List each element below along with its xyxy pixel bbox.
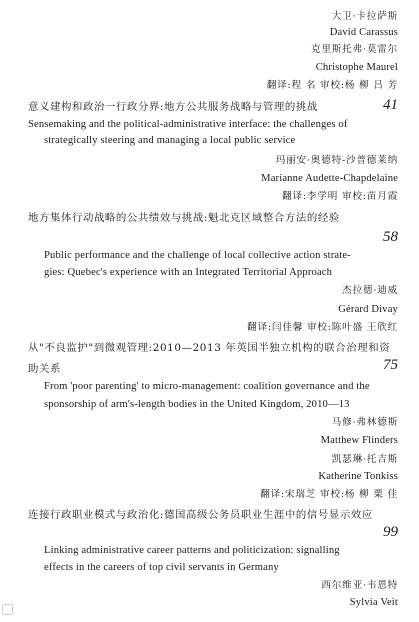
article-title-zh: 连接行政职业模式与政治化:德国高级公务员职业生涯中的信号显示效应	[28, 509, 373, 521]
author-zh: 杰拉德·迪威	[342, 285, 398, 296]
watermark-logo-icon	[2, 604, 13, 615]
author-en: Gérard Divay	[338, 304, 398, 315]
article-title-en: strategically steering and managing a local public service	[44, 135, 296, 146]
author-en: Matthew Flinders	[320, 435, 398, 446]
author-en: Christophe Maurel	[315, 62, 398, 73]
article-title-zh: 意义建构和政治一行政分界:地方公共服务战略与管理的挑战	[28, 101, 318, 113]
translator-credits: 翻译:闫佳馨 审校:陈叶盛 王欣红	[247, 322, 398, 333]
article-title-en: Sensemaking and the political-administrative interface: the challenges of	[28, 119, 348, 130]
author-zh: 马修·弗林德斯	[331, 417, 398, 428]
article-title-en: gies: Quebec's experience with an Integrated Territorial Approach	[44, 267, 333, 278]
article-title-en: sponsorship of arm's-length bodies in the United Kingdom, 2010—13	[44, 399, 350, 410]
article-title-en: From 'poor parenting' to micro-management: coalition governance and the	[44, 381, 370, 392]
author-zh: 大卫·卡拉萨斯	[331, 11, 398, 22]
page-number: 41	[383, 97, 398, 113]
article-title-zh: 助关系	[28, 363, 61, 375]
author-en: Marianne Audette-Chapdelaine	[261, 173, 398, 184]
author-zh: 玛丽安·奥德特-沙普德莱纳	[275, 155, 398, 166]
author-zh: 西尔维亚·韦恩特	[321, 580, 398, 591]
author-en: David Carassus	[329, 27, 398, 38]
article-title-zh: 从"不良监护"到微观管理:2010—2013 年英国半独立机构的联合治理和资	[28, 342, 391, 354]
article-title-en: Linking administrative career patterns and politicization: signalling	[44, 545, 340, 556]
watermark	[2, 604, 15, 615]
author-en: Katherine Tonkiss	[318, 471, 398, 482]
translator-credits: 翻译:李学明 审校:苗月霞	[282, 191, 398, 202]
translator-credits: 翻译:程 名 审校:杨 柳 吕 芳	[266, 80, 398, 91]
author-zh: 克里斯托弗·莫雷尔	[311, 44, 398, 55]
author-en: Sylvia Veit	[349, 597, 398, 608]
translator-credits: 翻译:宋瑞芝 审校:杨 柳 栗 佳	[260, 489, 398, 500]
page-number: 99	[383, 524, 398, 540]
article-title-zh: 地方集体行动战略的公共绩效与挑战:魁北克区域整合方法的经验	[28, 212, 340, 224]
author-zh: 凯瑟琳·托吉斯	[331, 454, 398, 465]
article-title-en: effects in the careers of top civil servants in Germany	[44, 562, 279, 573]
page-number: 75	[383, 357, 398, 373]
article-title-en: Public performance and the challenge of local collective action strate-	[44, 250, 351, 261]
page-number: 58	[383, 229, 398, 245]
